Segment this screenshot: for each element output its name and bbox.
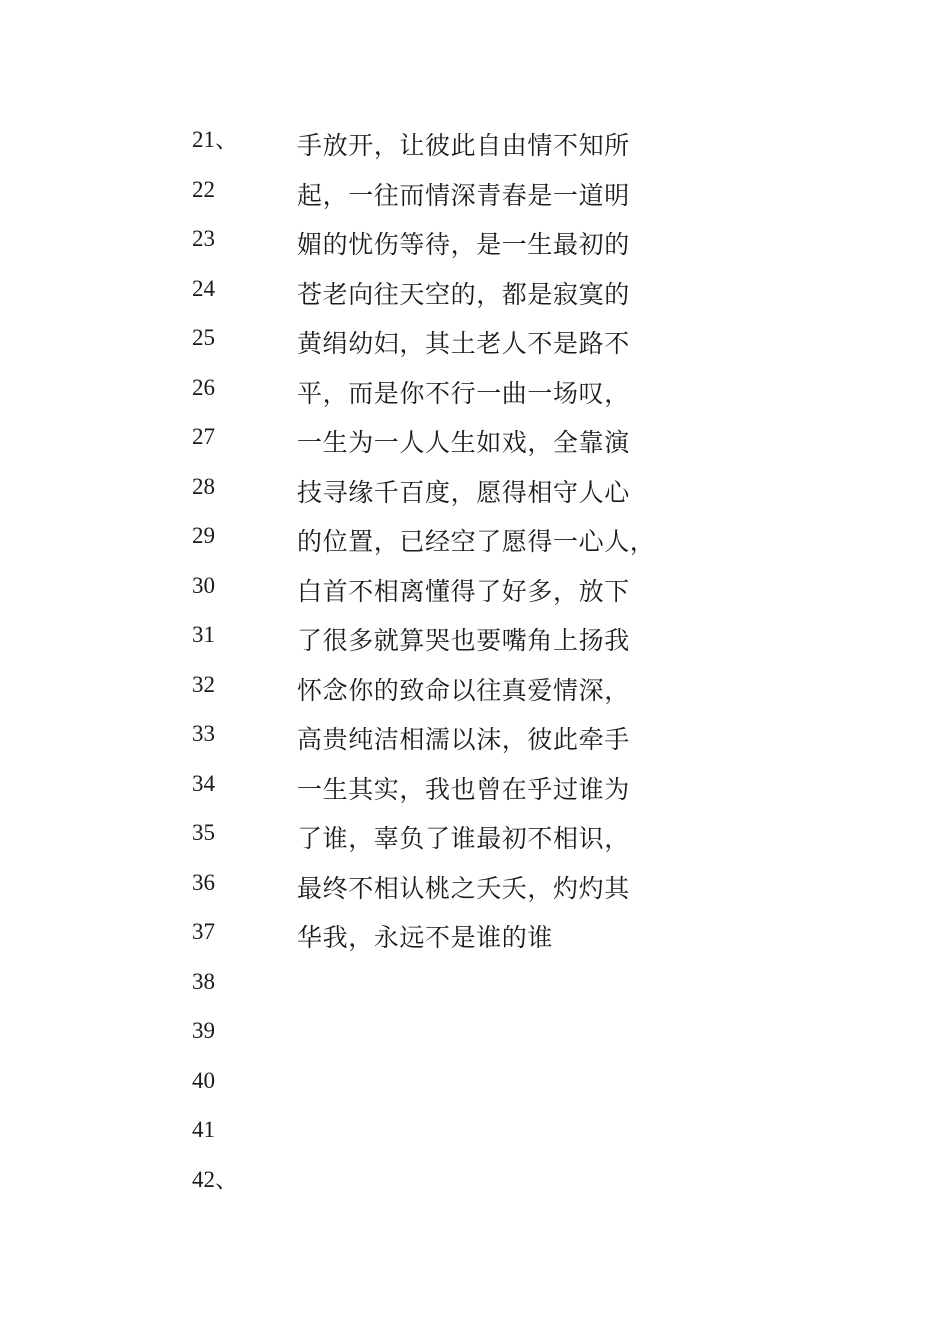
line-number: 35 <box>192 820 215 845</box>
line-number: 30 <box>192 572 215 598</box>
line-number-column <box>192 124 282 1213</box>
line-number: 31 <box>192 622 215 647</box>
line-number: 33 <box>192 721 215 746</box>
line-number: 37 <box>192 919 215 944</box>
text-line: 的位置，已经空了愿得一心人， <box>297 527 656 556</box>
line-number: 32 <box>192 671 215 697</box>
text-line: 一生为一人人生如戏，全靠演 <box>297 428 630 457</box>
line-number: 36 <box>192 869 215 895</box>
line-number: 23 <box>192 226 215 251</box>
text-line: 白首不相离懂得了好多，放下 <box>297 576 630 606</box>
line-number: 28 <box>192 473 215 499</box>
line-number: 22 <box>192 176 215 202</box>
text-line: 了很多就算哭也要嘴角上扬我 <box>297 626 630 655</box>
text-line: 高贵纯洁相濡以沫，彼此牵手 <box>297 725 630 754</box>
text-line: 华我，永远不是谁的谁 <box>297 923 554 952</box>
line-number: 39 <box>192 1018 215 1043</box>
line-number: 38 <box>192 968 215 994</box>
line-number: 26 <box>192 374 215 400</box>
text-line: 一生其实，我也曾在乎过谁为 <box>297 774 630 804</box>
text-line: 苍老向往天空的，都是寂寞的 <box>297 279 630 309</box>
text-line: 起，一往而情深青春是一道明 <box>297 180 630 210</box>
line-number: 25 <box>192 325 215 350</box>
text-line: 了谁，辜负了谁最初不相识， <box>297 824 630 853</box>
line-number: 27 <box>192 424 215 449</box>
text-line: 怀念你的致命以往真爱情深， <box>297 675 630 705</box>
line-number: 42、 <box>192 1166 238 1192</box>
line-number: 24 <box>192 275 215 301</box>
text-line: 手放开，让彼此自由情不知所 <box>297 131 630 160</box>
text-line: 媚的忧伤等待，是一生最初的 <box>297 230 630 259</box>
text-line: 最终不相认桃之夭夭，灼灼其 <box>297 873 630 903</box>
text-line: 黄绢幼妇，其土老人不是路不 <box>297 329 630 358</box>
line-number: 34 <box>192 770 215 796</box>
line-number: 41 <box>192 1117 215 1142</box>
line-number: 29 <box>192 523 215 548</box>
line-number: 21、 <box>192 127 238 152</box>
body-text <box>297 126 667 968</box>
line-number: 40 <box>192 1067 215 1093</box>
text-line: 平，而是你不行一曲一场叹， <box>297 378 630 408</box>
text-line: 技寻缘千百度，愿得相守人心 <box>297 477 630 507</box>
